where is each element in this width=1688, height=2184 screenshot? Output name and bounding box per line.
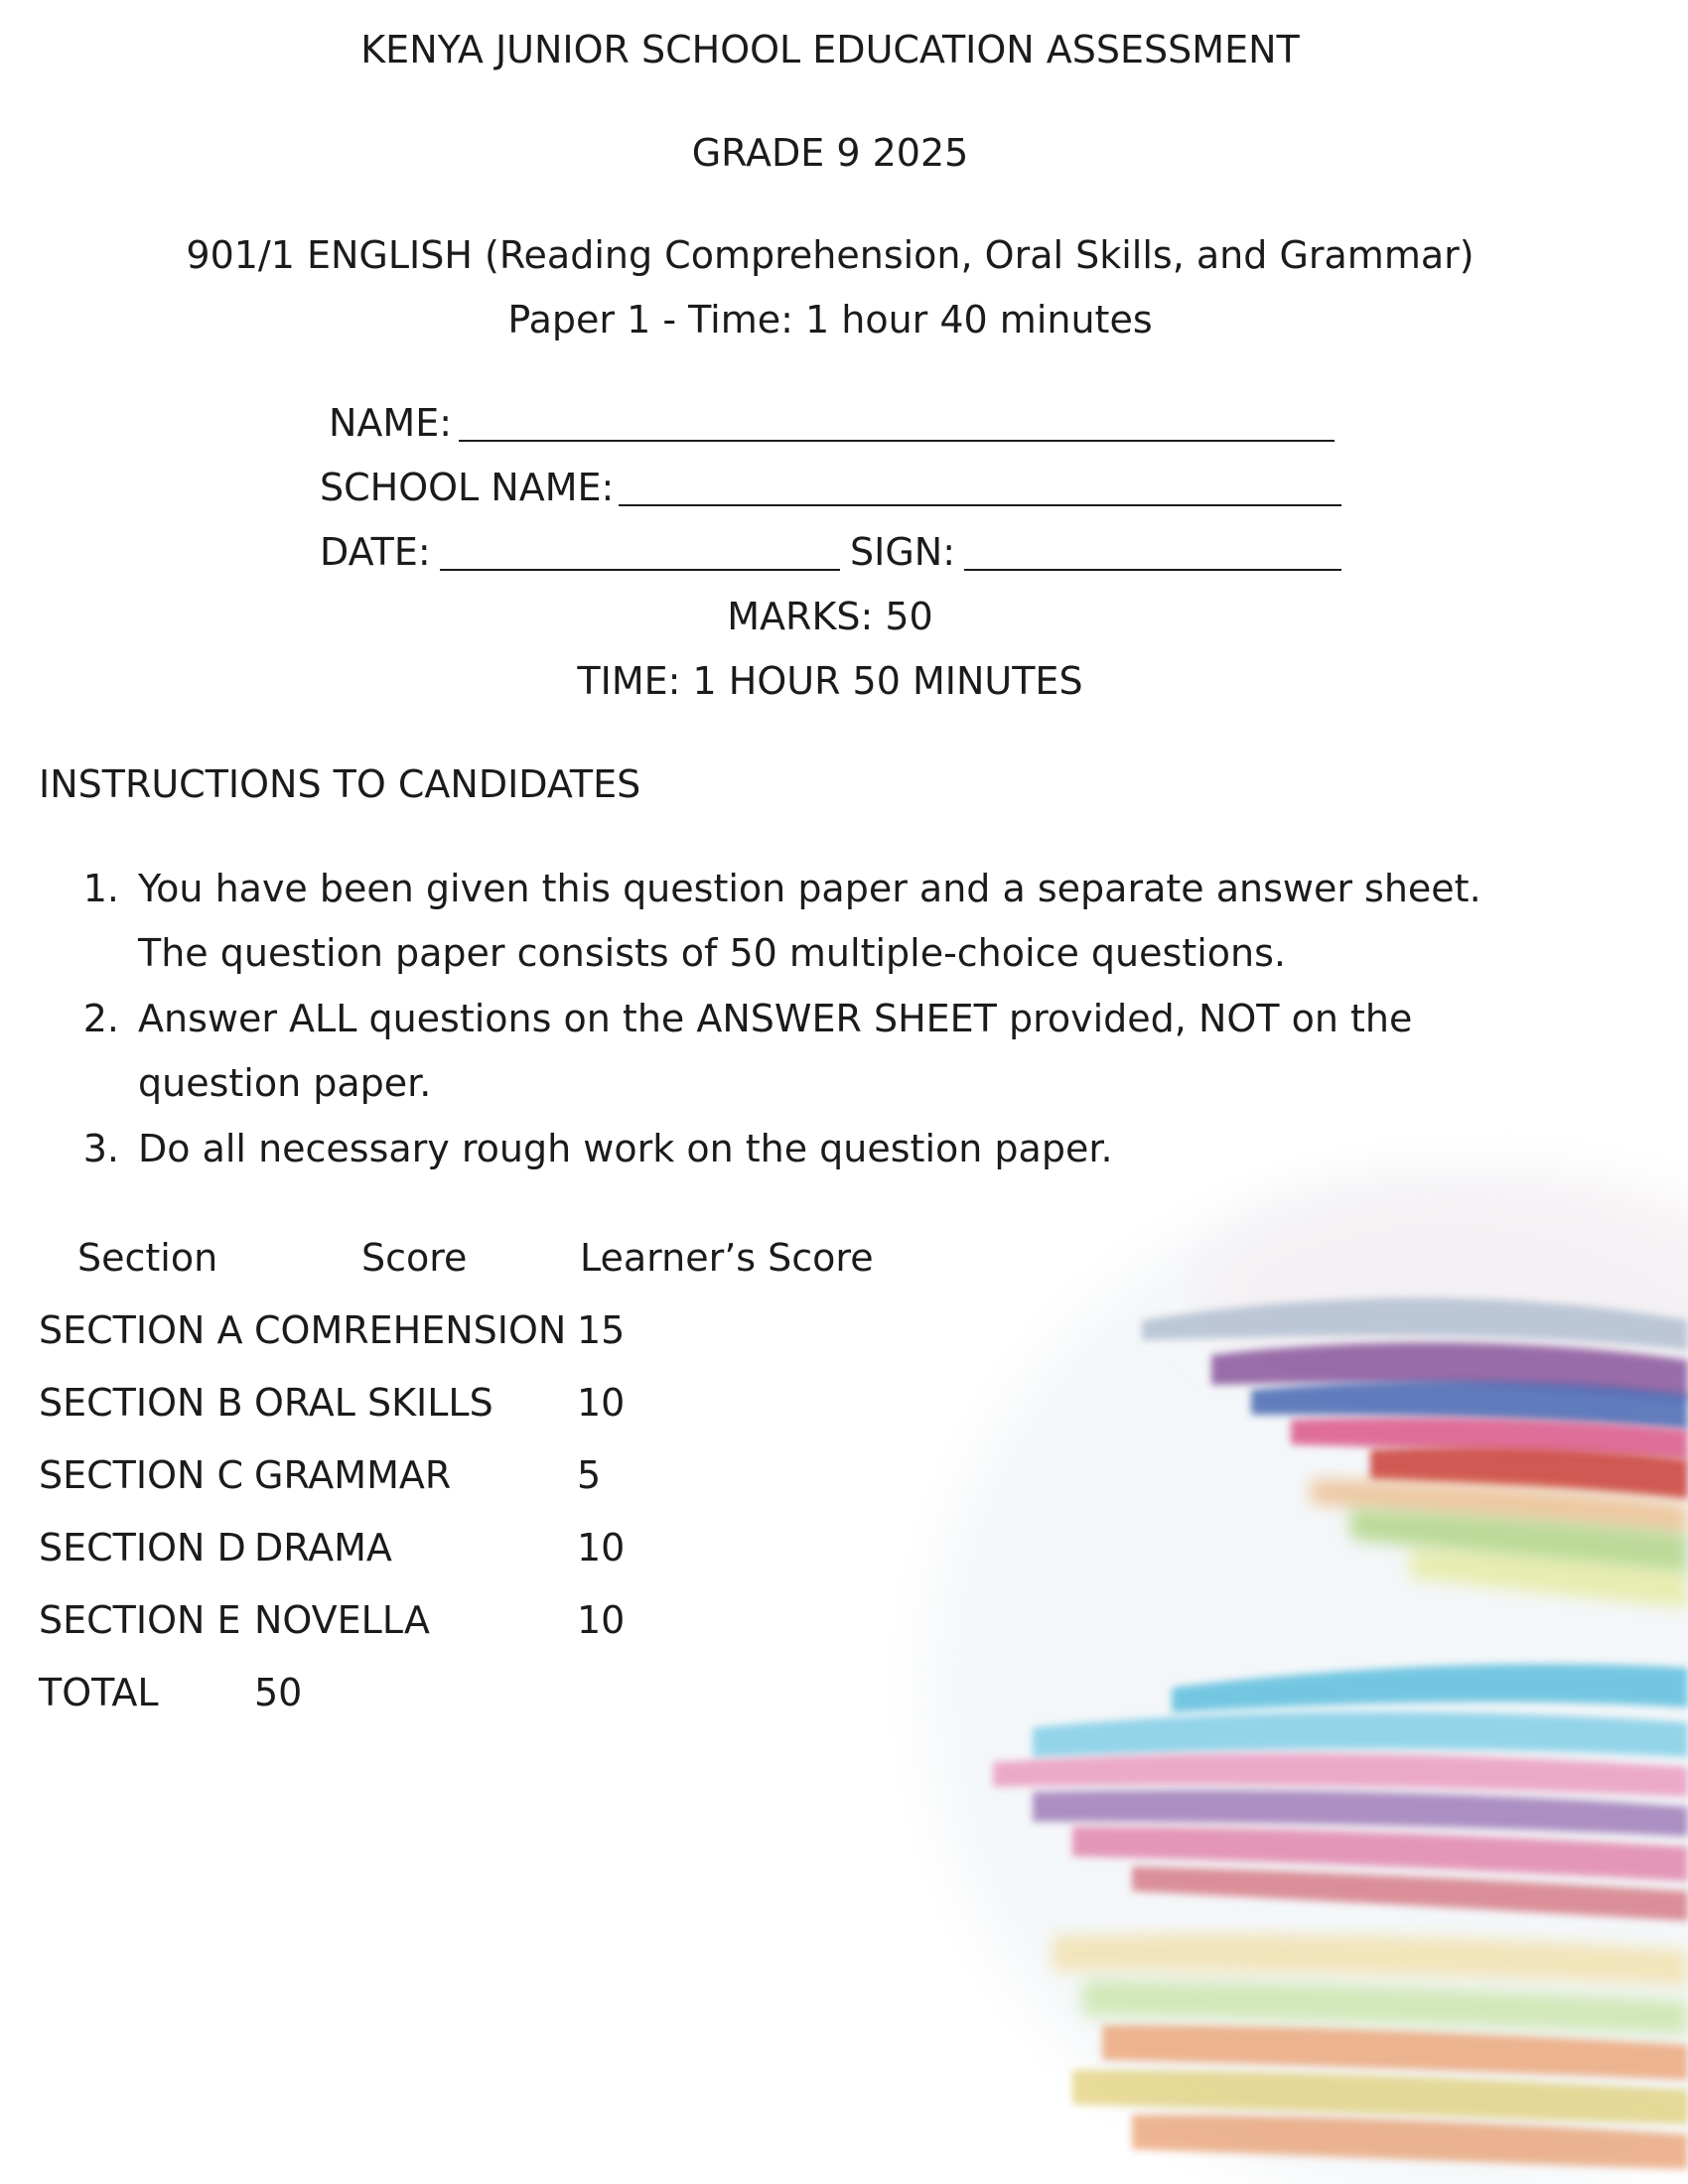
instructions-heading: INSTRUCTIONS TO CANDIDATES xyxy=(39,762,641,806)
marks-total: MARKS: 50 xyxy=(727,595,933,638)
exam-duration: TIME: 1 HOUR 50 MINUTES xyxy=(577,659,1083,703)
total-value: 50 xyxy=(254,1671,303,1714)
sign-blank[interactable] xyxy=(964,569,1341,571)
instruction-number: 2. xyxy=(82,997,119,1040)
row-section: SECTION B xyxy=(39,1381,243,1425)
date-blank[interactable] xyxy=(440,569,840,571)
subject-title: 901/1 ENGLISH (Reading Comprehension, Oral Skills, and Grammar) xyxy=(186,233,1475,277)
row-section-name: COMREHENSION xyxy=(254,1308,567,1352)
column-header-score: Score xyxy=(361,1236,468,1280)
column-header-section: Section xyxy=(77,1236,218,1280)
name-label: NAME: xyxy=(329,401,453,445)
row-score: 10 xyxy=(577,1381,626,1425)
instruction-number: 3. xyxy=(82,1127,119,1170)
row-section: SECTION D xyxy=(39,1526,246,1570)
total-label: TOTAL xyxy=(39,1671,159,1714)
row-section-name: ORAL SKILLS xyxy=(254,1381,493,1425)
name-blank[interactable] xyxy=(459,440,1335,442)
row-score: 15 xyxy=(577,1308,626,1352)
row-score: 5 xyxy=(577,1453,602,1497)
row-section-name: DRAMA xyxy=(254,1526,392,1570)
row-section: SECTION E xyxy=(39,1598,241,1642)
instruction-item: Do all necessary rough work on the question paper. xyxy=(138,1127,1113,1170)
instruction-item: Answer ALL questions on the ANSWER SHEET provided, NOT on the question paper. xyxy=(138,997,1413,1105)
column-header-learners-score: Learner’s Score xyxy=(580,1236,874,1280)
sign-label: SIGN: xyxy=(850,530,956,574)
school-name-label: SCHOOL NAME: xyxy=(320,466,615,509)
paper-time: Paper 1 - Time: 1 hour 40 minutes xyxy=(507,298,1153,341)
date-label: DATE: xyxy=(320,530,431,574)
row-score: 10 xyxy=(577,1598,626,1642)
grade-year: GRADE 9 2025 xyxy=(691,131,969,175)
row-score: 10 xyxy=(577,1526,626,1570)
instruction-item: You have been given this question paper and a separate answer sheet. The question paper consists of 50 multiple-choice questions. xyxy=(138,867,1481,975)
row-section: SECTION A xyxy=(39,1308,243,1352)
row-section: SECTION C xyxy=(39,1453,244,1497)
school-name-blank[interactable] xyxy=(619,504,1341,506)
assessment-title: KENYA JUNIOR SCHOOL EDUCATION ASSESSMENT xyxy=(360,28,1300,71)
row-section-name: NOVELLA xyxy=(254,1598,430,1642)
instruction-number: 1. xyxy=(82,867,119,910)
row-section-name: GRAMMAR xyxy=(254,1453,452,1497)
